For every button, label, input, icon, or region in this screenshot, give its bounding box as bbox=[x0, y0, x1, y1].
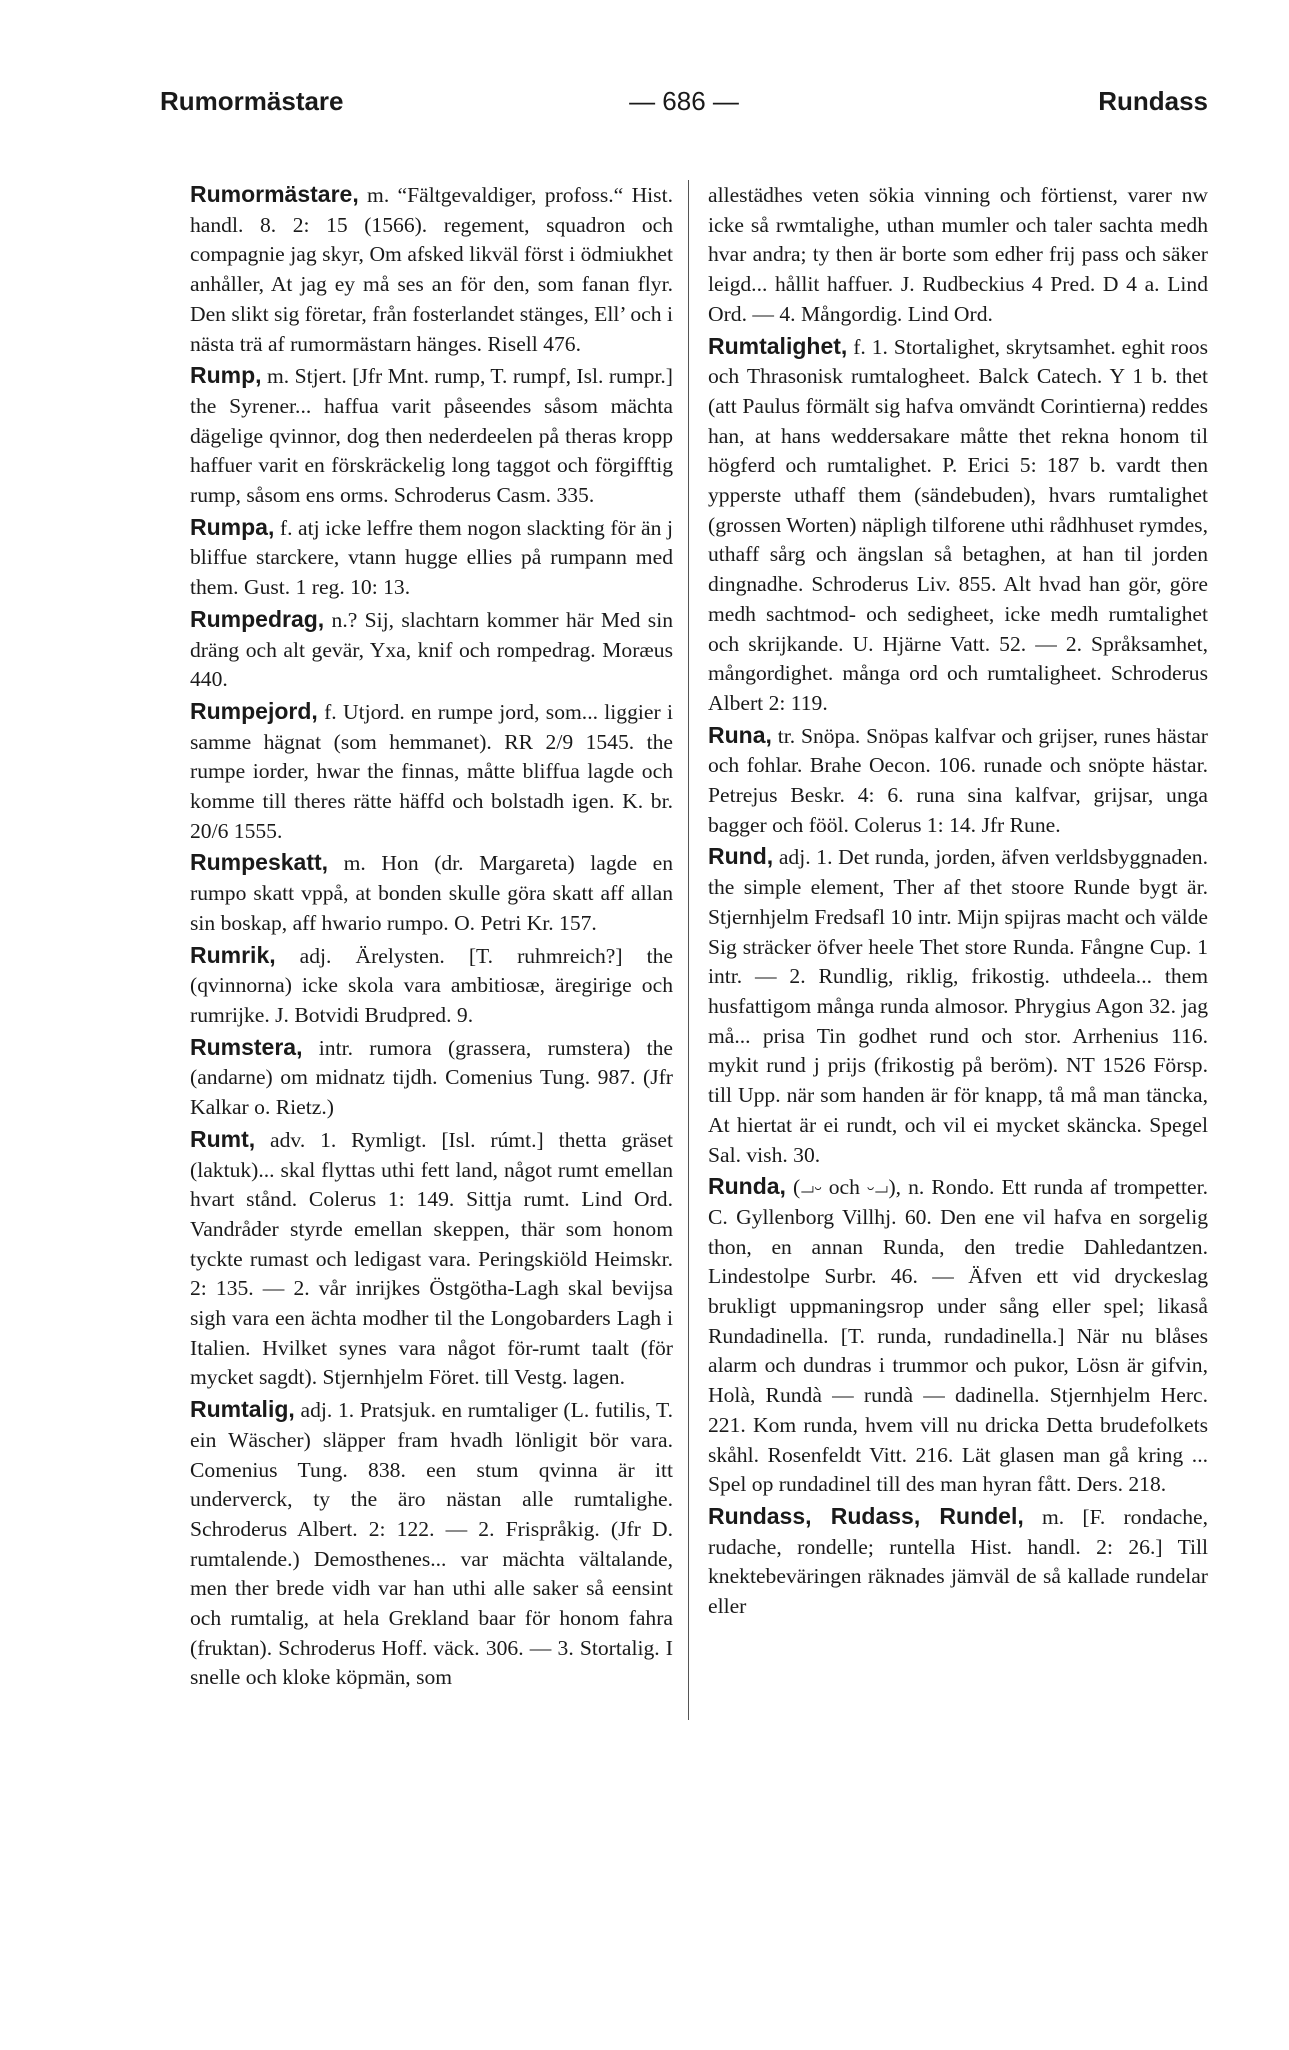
headword: Rumpejord, bbox=[190, 697, 318, 724]
entry-text: f. 1. Stortalighet, skrytsamhet. eghit roos och Thrasonisk rumtalogheet. Balck Catech. Y 1 b. thet (att Paulus förmält sig hafva omvändt Corintierna) reddes han, at hans weddersakare måtte thet rekna honom til högferd och rumtalighet. P. Erici 5: 187 b. vardt then ypperste uthaff them (sändebuden), hvars rumtalighet (grossen Worten) näpligh tilforene uthi rådhhuset rymdes, uthaff sårg och ängslan så betaghen, at han til jorden dingnadhe. Schroderus Liv. 855. Alt hvad han gör, göre medh sachtmod- och sedigheet, icke medh rumtalighet och skrijkande. U. Hjärne Vatt. 52. — 2. Språksamhet, mångordighet. många ord och rumtaligheet. Schroderus Albert 2: 119. bbox=[708, 334, 1208, 715]
entry-rumstera bbox=[190, 1033, 673, 1123]
entry-text: n.? Sij, slachtarn kommer här Med sin dräng och alt gevär, Yxa, knif och rompedrag. Moræus 440. bbox=[190, 607, 673, 692]
headword: Rundass, Rudass, Rundel, bbox=[708, 1502, 1024, 1529]
entry-runda bbox=[708, 1172, 1208, 1500]
headword: Rumstera, bbox=[190, 1033, 303, 1060]
entry-rumpa bbox=[190, 513, 673, 603]
headword: Rund, bbox=[708, 843, 774, 870]
entry-rumrik bbox=[190, 941, 673, 1031]
headword: Runda, bbox=[708, 1173, 786, 1200]
entry-rumtalig-continued bbox=[708, 180, 1208, 330]
headword: Rumtalighet, bbox=[708, 332, 848, 359]
header-last-word: Rundass bbox=[1098, 86, 1208, 116]
entry-rumt bbox=[190, 1125, 673, 1393]
entry-rundass bbox=[708, 1502, 1208, 1622]
headword: Rumpa, bbox=[190, 513, 275, 540]
headword: Runa, bbox=[708, 721, 772, 748]
headword: Rumormästare, bbox=[190, 181, 359, 207]
entry-text: m. “Fältgevaldiger, profoss.“ Hist. handl. 8. 2: 15 (1566). regement, squadron och compagnie jag skyr, Om afsked likväl först i ödmiukhet anhåller, At jag ey må ses an för den, som fanan flyr. Den slikt sig företar, från fosterlandet stänges, Ell’ och i nästa trä af rumormästarn hänges. Risell 476. bbox=[190, 183, 673, 356]
entry-text: adj. 1. Pratsjuk. en rumtaliger (L. futilis, T. ein Wäscher) släpper fram hvadh lönligit bör vara. Comenius Tung. 838. een stum qvinna är itt underverck, ty the äro nästan alle rumtalighe. Schroderus Albert. 2: 122. — 2. Frispråkig. (Jfr D. rumtalende.) Demosthenes... var mächta vältalande, men ther brede vidh var han uthi alle saker så eensint och rumtalig, at hela Grekland baar för honom fahra (fruktan). Schroderus Hoff. väck. 306. — 3. Stortalig. I snelle och kloke köpmän, som bbox=[190, 1398, 673, 1690]
entry-rumpedrag bbox=[190, 605, 673, 695]
entry-rumtalighet bbox=[708, 332, 1208, 719]
entry-text: allestädhes veten sökia vinning och förtienst, varer nw icke så rwmtalighe, uthan mumler och taler sachta medh hvar andra; ty then är borte som edher frij pass och säker leigd... hållit haffuer. J. Rudbeckius 4 Pred. D 4 a. Lind Ord. — 4. Mångordig. Lind Ord. bbox=[708, 183, 1208, 326]
headword: Rumt, bbox=[190, 1125, 256, 1152]
entry-text: m. [F. rondache, rudache, rondelle; runtella Hist. handl. 2: 26.] Till knektebeväringen räknades jämväl de så kallade rundelar eller bbox=[708, 1504, 1208, 1619]
entry-text: m. Stjert. [Jfr Mnt. rump, T. rumpf, Isl. rumpr.] the Syrener... haffua varit påseendes såsom mächta dägelige qvinnor, dog then nederdeelen på theras kropp haffuer varit en förskräckelig long taggot och förgifftig rump, såsom ens orms. Schroderus Casm. 335. bbox=[190, 364, 673, 508]
entry-runa bbox=[708, 721, 1208, 841]
entry-rumpeskatt bbox=[190, 848, 673, 938]
entry-text: tr. Snöpa. Snöpas kalfvar och grijser, runes hästar och fohlar. Brahe Oecon. 106. runade och snöpte hästar. Petrejus Beskr. 4: 6. runa sina kalfvar, grijsar, unga bagger och fööl. Colerus 1: 14. Jfr Rune. bbox=[708, 723, 1208, 837]
running-header bbox=[160, 86, 1208, 126]
entry-rumormastare bbox=[190, 180, 673, 359]
headword: Rumtalig, bbox=[190, 1396, 295, 1423]
entry-rumtalig bbox=[190, 1395, 673, 1693]
entry-rumpejord bbox=[190, 697, 673, 847]
headword: Rump, bbox=[190, 362, 262, 389]
entry-text: adv. 1. Rymligt. [Isl. rúmt.] thetta gräset (laktuk)... skal flyttas uthi fett land, något rumt emellan hvart stånd. Colerus 1: 149. Sittja rumt. Lind Ord. Vandråder styrde emellan skeppen, thär som honom tyckte rumast och ledigast vara. Peringskiöld Heimskr. 2: 135. — 2. vår inrijkes Östgötha-Lagh skal bevijsa sigh vara een ächta modher til the Longobarders Lagh i Italien. Hvilket synes vara något för-rumt taalt (för mycket sagdt). Stjernhjelm Föret. till Vestg. lagen. bbox=[190, 1127, 673, 1390]
entry-text: f. Utjord. en rumpe jord, som... liggier i samme hägnat (som hemmanet). RR 2/9 1545. the rumpe iorder, hwar the finnas, måtte bliffua lagde och komme till theres rätte häffd och bolstadh igen. K. br. 20/6 1555. bbox=[190, 699, 673, 843]
headword: Rumrik, bbox=[190, 941, 276, 968]
headword: Rumpeskatt, bbox=[190, 849, 329, 876]
entry-text: f. atj icke leffre them nogon slackting för än j bliffue starckere, vtann hugge ellies på rumpann med them. Gust. 1 reg. 10: 13. bbox=[190, 515, 673, 600]
entry-rund bbox=[708, 842, 1208, 1170]
entry-text: (⏗⏑ och ⏑⏗), n. Rondo. Ett runda af trompetter. C. Gyllenborg Villhj. 60. Den ene vil hafva en sorgelig thon, en annan Runda, den tredie Dahledantzen. Lindestolpe Surbr. 46. — Äfven ett vid dryckeslag brukligt uppmaningsrop under sång eller spel; likaså Rundadinella. [T. runda, rundadinella.] När nu blåses alarm och dundras i trummor och pukor, Lösn är gifvin, Holà, Rundà — rundà — dadinella. Stjernhjelm Herc. 221. Kom runda, hvem vill nu dricka Detta brudefolkets skåhl. Rosenfeldt Vitt. 216. Lät glasen man gå kring ... Spel op rundadinel till des man hyran fått. Ders. 218. bbox=[708, 1175, 1208, 1497]
header-first-word: Rumormästare bbox=[160, 86, 344, 116]
left-column bbox=[190, 180, 673, 1900]
entry-text: intr. rumora (grassera, rumstera) the (andarne) om midnatz tijdh. Comenius Tung. 987. (Jfr Kalkar o. Rietz.) bbox=[190, 1035, 673, 1120]
entry-text: adj. 1. Det runda, jorden, äfven verldsbyggnaden. the simple element, Ther af thet stoore Runde bygt är. Stjernhjelm Fredsafl 10 intr. Mijn spijras macht och välde Sig sträcker öfver heele Thet store Runda. Fångne Cup. 1 intr. — 2. Rundlig, riklig, frikostig. uthdeela... them husfattigom många runda almosor. Phrygius Agon 32. jag må... prisa Tin godhet rund och stor. Arrhenius 116. mykit rund j prijs (frikostig på beröm). NT 1526 Försp. till Upp. när som handen är för knapp, tå må man täncka, At hiertat är ei rundt, och vil ei mycket skäncka. Spegel Sal. vish. 30. bbox=[708, 845, 1208, 1167]
headword: Rumpedrag, bbox=[190, 605, 325, 632]
column-divider bbox=[688, 180, 689, 1720]
right-column bbox=[708, 180, 1208, 1900]
entry-text: m. Hon (dr. Margareta) lagde en rumpo skatt vppå, at bonden skulle göra skatt aff allan sin boskap, aff hwario rumpo. O. Petri Kr. 157. bbox=[190, 851, 673, 935]
entry-rump bbox=[190, 361, 673, 511]
entry-text: adj. Ärelysten. [T. ruhmreich?] the (qvinnorna) icke skola vara ambitiosæ, äregirige och rumrijke. J. Botvidi Brudpred. 9. bbox=[190, 943, 673, 1027]
page-number: — 686 — bbox=[629, 86, 739, 116]
